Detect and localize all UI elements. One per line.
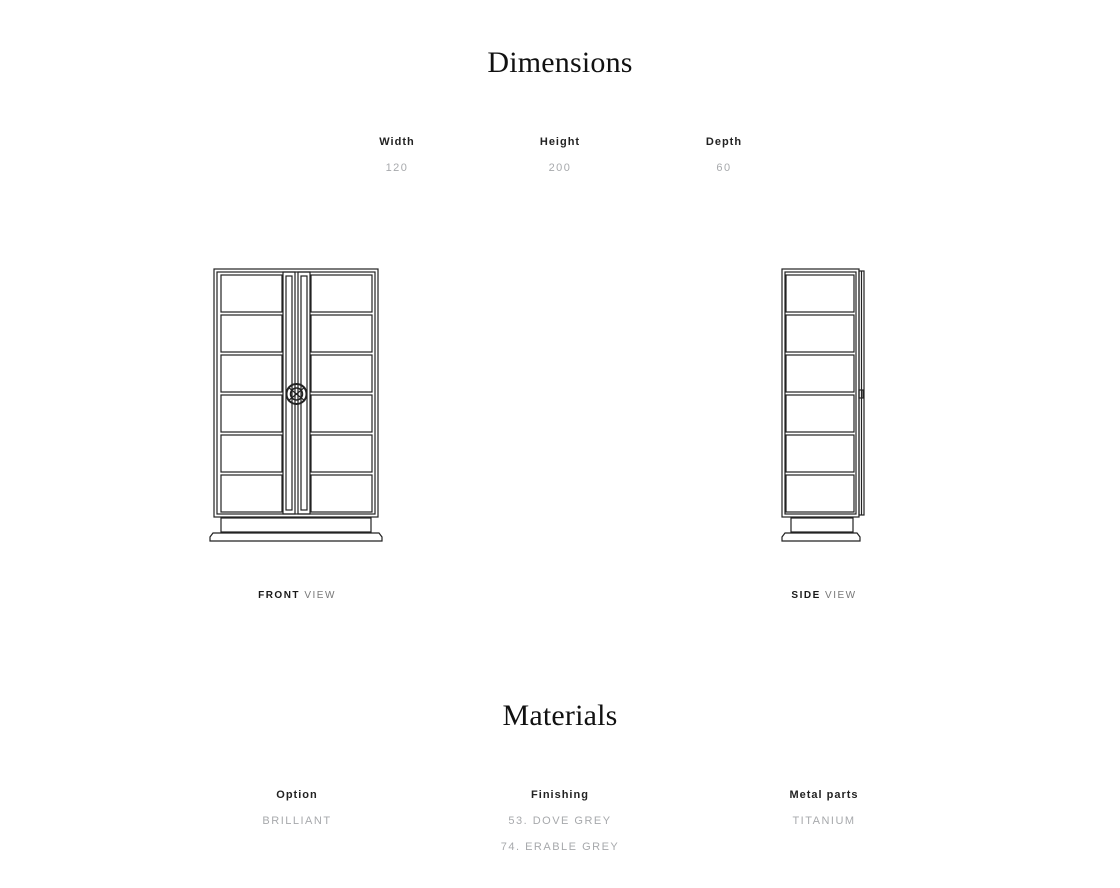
material-finishing <box>480 789 640 853</box>
front-view-drawing <box>205 262 390 547</box>
depth-value: 60 <box>716 162 732 174</box>
side-view-caption <box>724 590 924 601</box>
depth-label: Depth <box>705 136 743 148</box>
spec-depth <box>644 136 804 174</box>
front-view-rest: VIEW <box>304 590 336 601</box>
side-view-rest: VIEW <box>825 590 857 601</box>
materials-title: Materials <box>502 699 618 732</box>
material-metal-parts <box>744 789 904 827</box>
metal-parts-value: TITANIUM <box>792 815 856 827</box>
option-value: BRILLIANT <box>262 815 332 827</box>
width-label: Width <box>379 136 415 148</box>
spec-height <box>480 136 640 174</box>
metal-parts-label: Metal parts <box>789 789 859 801</box>
finishing-value-1: 53. DOVE GREY <box>508 815 612 827</box>
spec-width <box>317 136 477 174</box>
height-label: Height <box>539 136 581 148</box>
height-value: 200 <box>548 162 572 174</box>
front-view-bold: FRONT <box>258 590 301 601</box>
width-value: 120 <box>385 162 409 174</box>
finishing-value-2: 74. ERABLE GREY <box>500 841 620 853</box>
dimensions-title: Dimensions <box>487 46 633 79</box>
side-view-drawing <box>775 262 870 547</box>
option-label: Option <box>276 789 318 801</box>
material-option <box>217 789 377 827</box>
finishing-label: Finishing <box>531 789 589 801</box>
side-view-bold: SIDE <box>791 590 821 601</box>
front-view-caption <box>197 590 397 601</box>
